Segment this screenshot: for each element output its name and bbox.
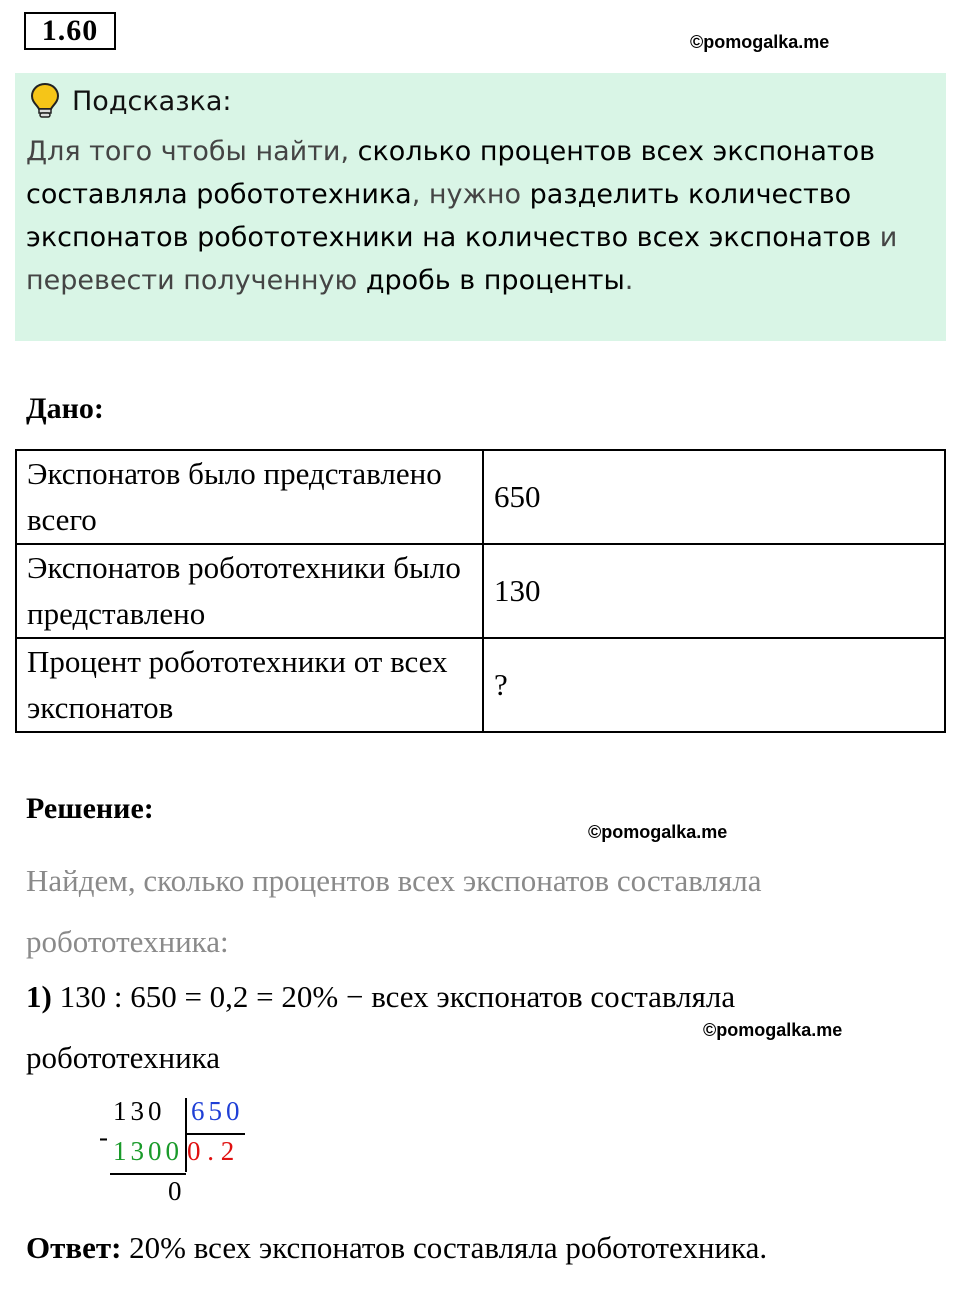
division-divisor-line — [185, 1133, 245, 1135]
hint-header — [30, 82, 232, 120]
watermark: ©pomogalka.me — [690, 32, 830, 52]
table-row — [16, 544, 945, 638]
hint-part-bold: сколько процентов всех экспонатов составляла робототехника — [26, 136, 876, 210]
given-heading: Дано: — [26, 392, 104, 425]
watermark: ©pomogalka.me — [703, 1020, 843, 1040]
given-value: 650 — [483, 450, 945, 544]
answer — [26, 1230, 767, 1266]
minus-sign: - — [99, 1122, 108, 1152]
table-row — [16, 638, 945, 732]
divisor: 650 — [191, 1096, 244, 1126]
answer-text: 20% всех экспонатов составляла робототехника. — [129, 1230, 768, 1265]
division-vertical-line — [185, 1098, 187, 1172]
hint-part: , нужно — [411, 179, 530, 210]
long-division — [95, 1096, 255, 1211]
given-table — [15, 449, 946, 733]
given-label: Процент робототехники от всех экспонатов — [16, 638, 483, 732]
hint-part: и перевести полученную — [26, 222, 898, 296]
lightbulb-icon — [30, 82, 60, 120]
watermark: ©pomogalka.me — [588, 822, 728, 842]
hint-text — [26, 130, 926, 302]
hint-part: . — [624, 265, 634, 296]
product: 1300 — [113, 1136, 183, 1166]
answer-label: Ответ: — [26, 1230, 122, 1265]
solution-intro: Найдем, сколько процентов всех экспонатов составляла робототехника: — [26, 863, 762, 959]
step-number: 1) — [26, 979, 52, 1014]
hint-part-bold: разделить количество экспонатов робототехники на количество всех экспонатов — [26, 179, 872, 253]
step-text: 130 : 650 = 0,2 = 20% − всех экспонатов составляла робототехника — [26, 979, 736, 1075]
solution-heading: Решение: — [26, 792, 154, 825]
given-label: Экспонатов робототехники было представлено — [16, 544, 483, 638]
quotient: 0 . 2 — [187, 1136, 235, 1166]
dividend: 130 — [113, 1096, 166, 1126]
hint-part: Для того чтобы найти, — [26, 136, 358, 167]
remainder: 0 — [168, 1176, 182, 1206]
given-value: 130 — [483, 544, 945, 638]
division-subtract-line — [110, 1173, 186, 1175]
given-label: Экспонатов было представлено всего — [16, 450, 483, 544]
given-value: ? — [483, 638, 945, 732]
task-number: 1.60 — [24, 12, 116, 50]
hint-part-bold: дробь в проценты — [365, 265, 625, 296]
table-row — [16, 450, 945, 544]
hint-title: Подсказка: — [72, 85, 232, 117]
